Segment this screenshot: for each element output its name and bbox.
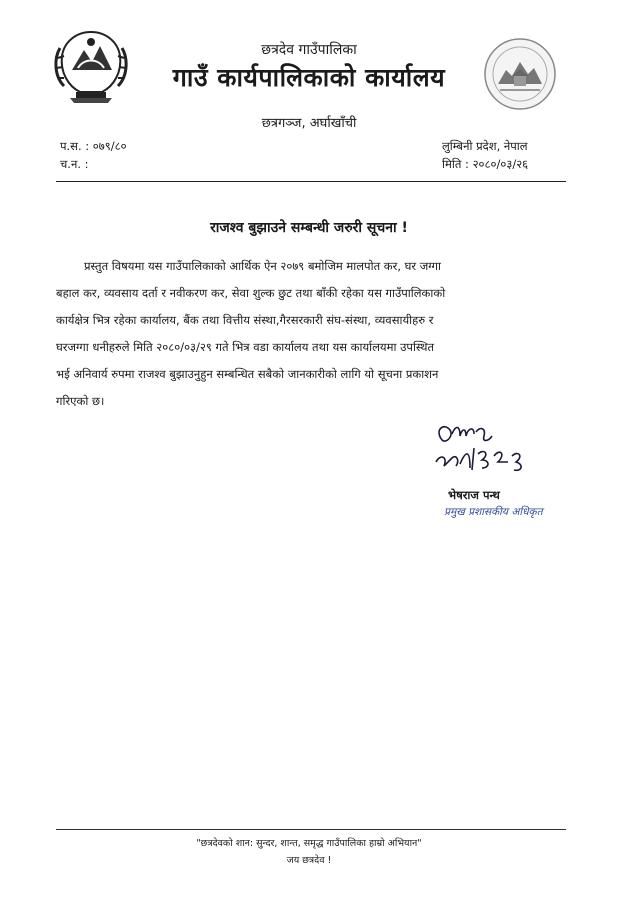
office-name: गाउँ कार्यपालिकाको कार्यालय [172, 63, 446, 92]
dispatch-number: च.न. : [60, 157, 89, 171]
signatory-title: प्रमुख प्रशासकीय अधिकृत [444, 506, 543, 518]
notice-title: राजश्व बुझाउने सम्बन्धी जरुरी सूचना ! [210, 220, 408, 236]
footer-greeting: जय छत्रदेव ! [286, 855, 332, 866]
letter-date: मिति : २०८०/०३/२६ [442, 157, 529, 171]
footer-divider [56, 829, 566, 830]
letter-number: प.स. : ०७९/८० [60, 139, 127, 153]
notice-body [56, 253, 568, 415]
handwritten-signature [430, 418, 545, 482]
province-label: लुम्बिनी प्रदेश, नेपाल [442, 139, 528, 153]
office-address: छत्रगञ्ज, अर्घाखाँची [261, 116, 357, 131]
signatory-name: भेषराज पन्थ [448, 488, 500, 502]
notice-line: कार्यक्षेत्र भित्र रहेका कार्यालय, बैंक तथा वित्तीय संस्था,गैरसरकारी संघ-संस्था, व्यवसायीहरु र [56, 313, 434, 327]
footer-slogan: "छत्रदेवको शान: सुन्दर, शान्त, समृद्ध गाउँपालिका हाम्रो अभियान" [196, 838, 422, 849]
municipality-name: छत्रदेव गाउँपालिका [261, 42, 357, 58]
notice-line: गरिएको छ। [56, 394, 105, 408]
notice-line: बहाल कर, व्यवसाय दर्ता र नवीकरण कर, सेवा शुल्क छुट तथा बाँकी रहेका यस गाउँपालिकाको [56, 286, 446, 300]
notice-line: भई अनिवार्य रुपमा राजश्व बुझाउनुहुन सम्बन्धित सबैको जानकारीको लागि यो सूचना प्रकाशन [56, 367, 439, 381]
notice-line: घरजग्गा धनीहरुले मिति २०८०/०३/२९ गते भित्र वडा कार्यालय तथा यस कार्यालयमा उपस्थित [56, 340, 435, 354]
header-divider [56, 181, 566, 182]
notice-line: प्रस्तुत विषयमा यस गाउँपालिकाको आर्थिक ऐन २०७९ बमोजिम मालपोत कर, घर जग्गा [84, 259, 441, 273]
